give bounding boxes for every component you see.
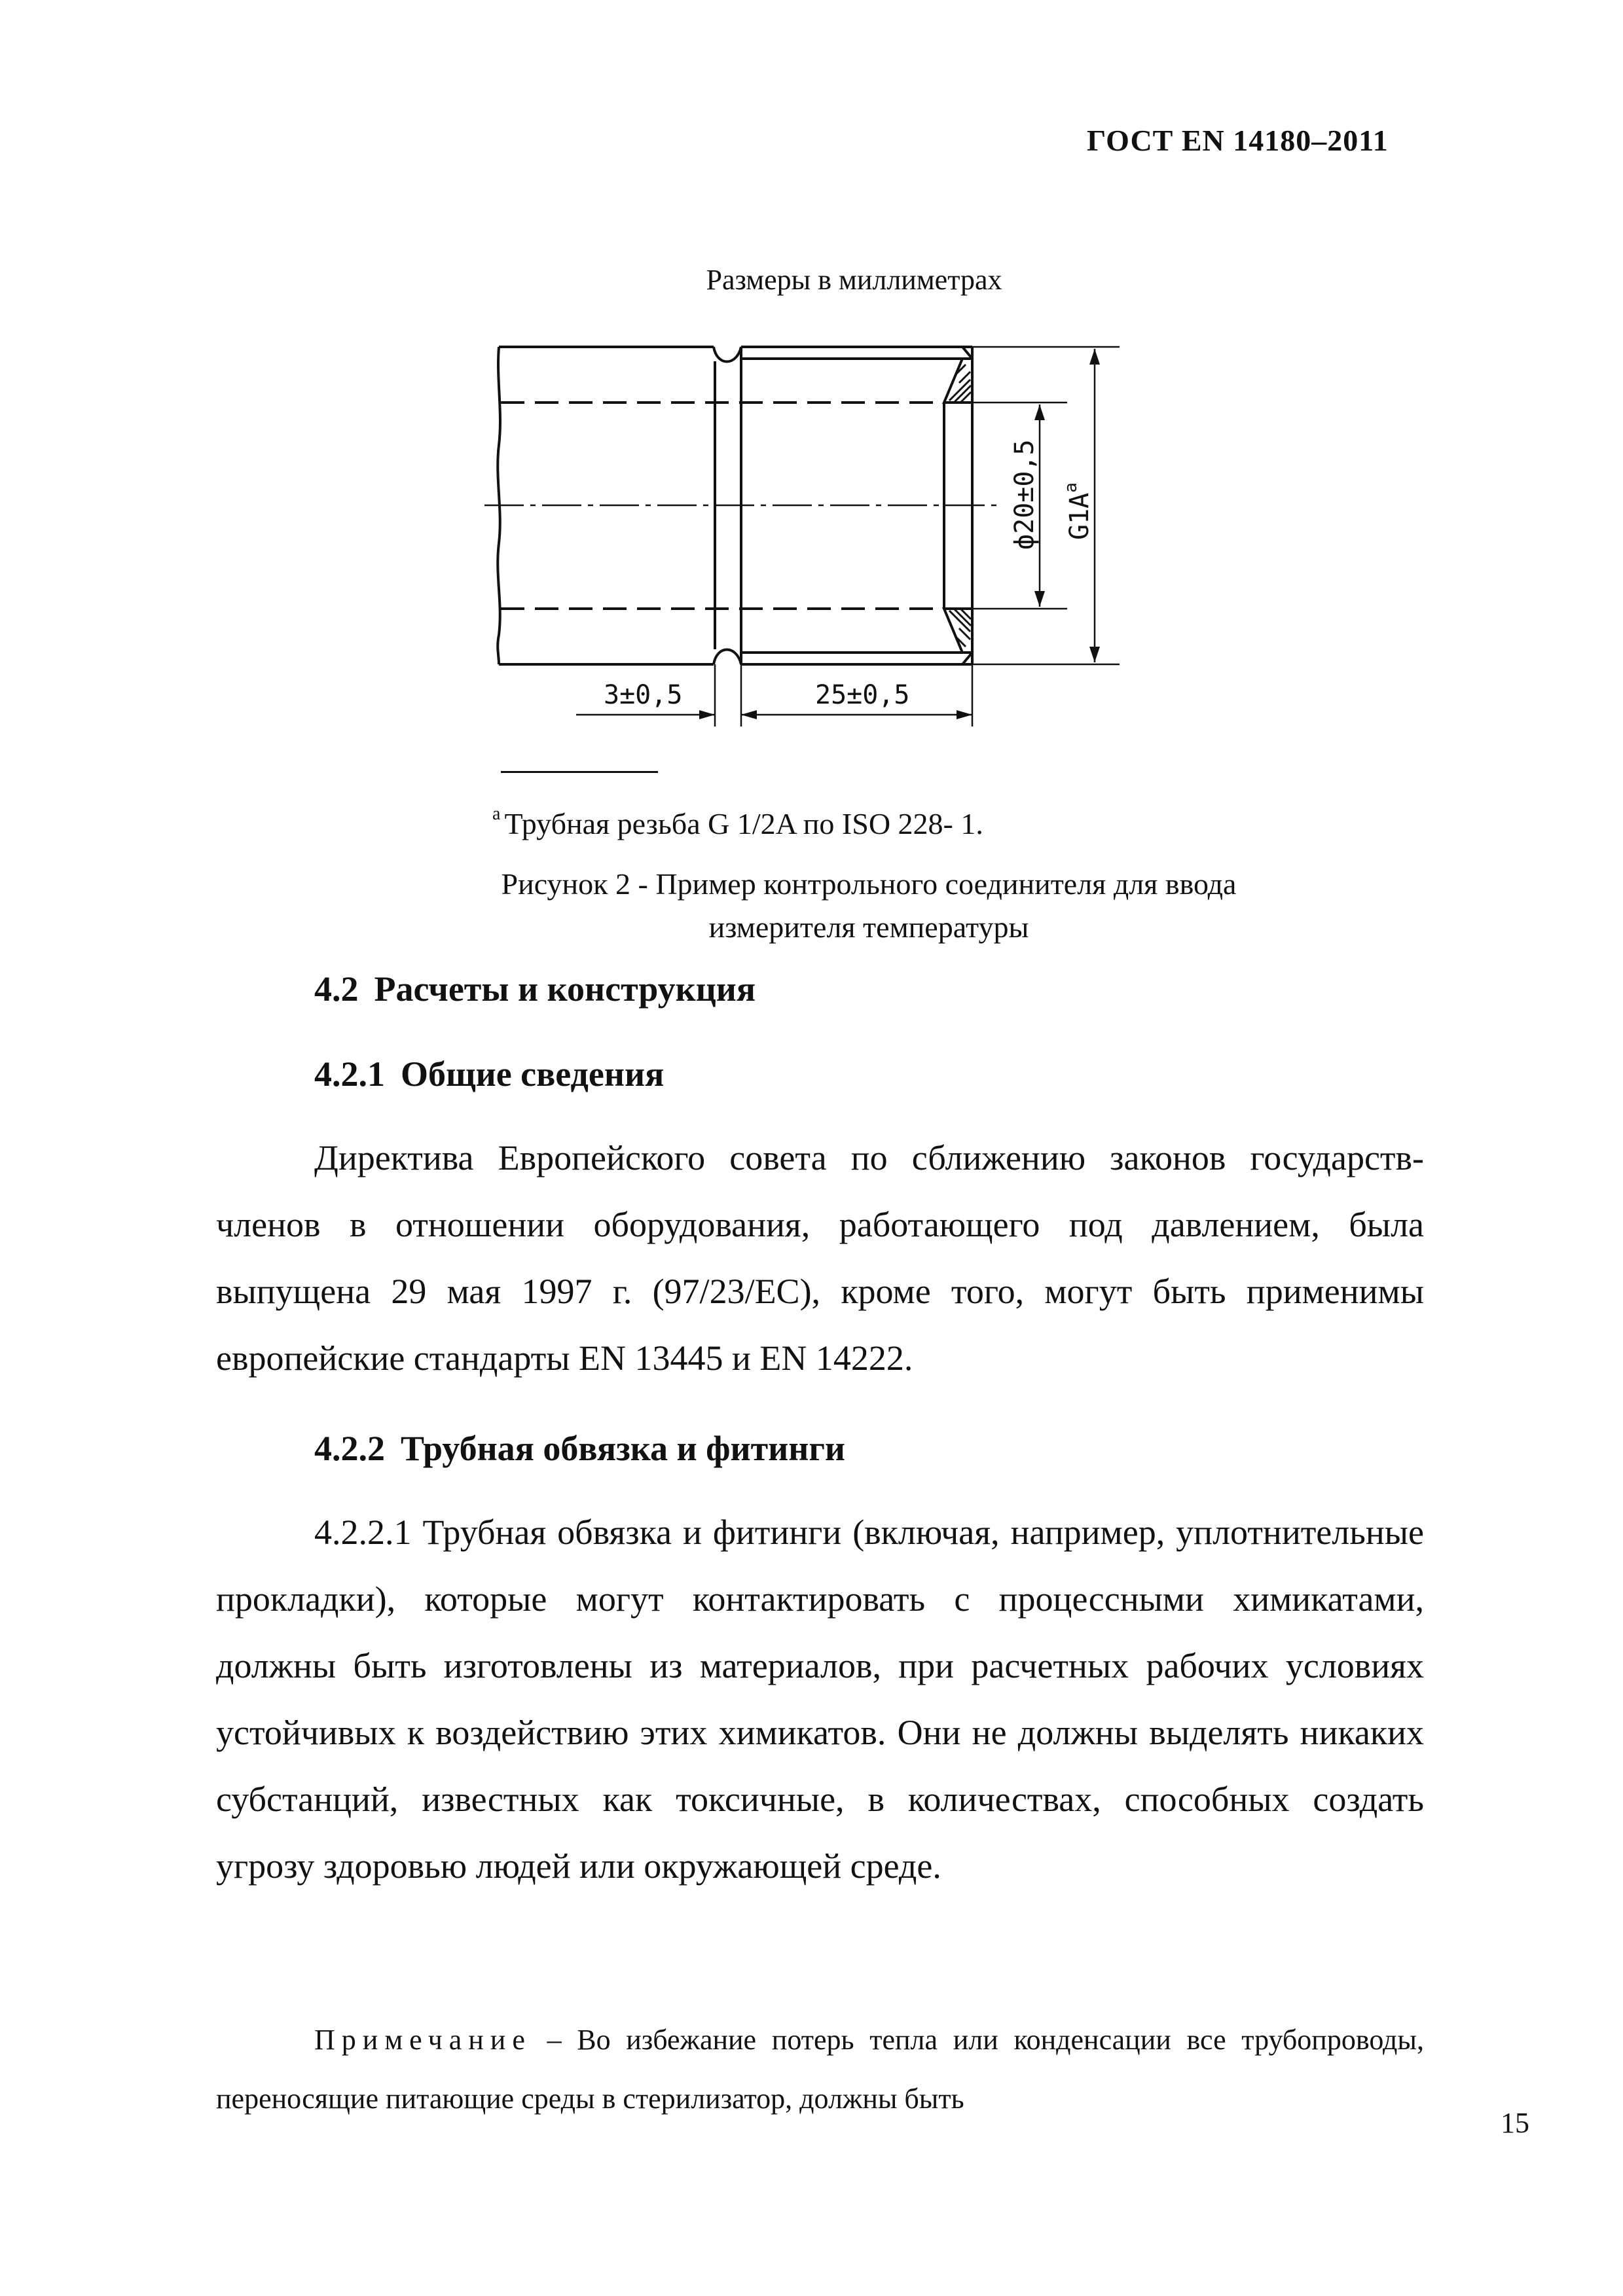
subsection-heading-general [314, 1054, 664, 1094]
chamfer-top [962, 347, 972, 359]
subsection-heading-piping [314, 1428, 845, 1469]
dim-right-label: 25±0,5 [815, 680, 910, 710]
dim-left-label: 3±0,5 [604, 680, 683, 710]
document-code: ГОСТ EN 14180–2011 [1087, 124, 1389, 157]
groove-bottom [714, 650, 741, 665]
paragraph-directive: Директива Европейского совета по сближению законов государств-членов в отношении оборудования, работающего под давлением, была выпущена 29 мая 1997 г. (97/23/ЕС), кроме того, могут быть применимы европейские стандарты EN 13445 и EN 14222. [216, 1138, 1424, 1378]
subsection-number: 4.2.1 [314, 1054, 385, 1094]
groove-top [714, 347, 741, 362]
footnote-text: Трубная резьба G 1/2A по ISO 228- 1. [504, 807, 983, 840]
note-text: – Во избежание потерь тепла или конденсации все трубопроводы, переносящие питающие среды в стерилизатор, должны быть [216, 2024, 1424, 2115]
subsection-title: Общие сведения [401, 1054, 665, 1094]
section-number: 4.2 [314, 969, 359, 1009]
subsection-number: 4.2.2 [314, 1429, 385, 1468]
figure-caption-line2: измерителя температуры [708, 910, 1029, 944]
dim-thread-label: $G1A^a$ [1061, 482, 1095, 540]
connector-drawing [458, 321, 1146, 766]
figure-footnote [492, 804, 983, 841]
subsection-title: Трубная обвязка и фитинги [401, 1429, 846, 1468]
section-heading [314, 969, 756, 1009]
dim-diameter-label: ф20±0,5 [1010, 439, 1040, 550]
page-number: 15 [1501, 2107, 1529, 2139]
note-label: Примечание [314, 2024, 532, 2056]
section-title: Расчеты и конструкция [374, 969, 756, 1009]
paragraph-piping: 4.2.2.1 Трубная обвязка и фитинги (включая, например, уплотнительные прокладки), которые могут контактировать с процессными химикатами, должны быть изготовлены из материалов, при расчетных рабочих условиях устойчивых к воздействию этих химикатов. Они не должны выделять никаких субстанций, известных как токсичные, в количествах, способных создать угрозу здоровью людей или окружающей среде. [216, 1513, 1424, 1886]
figure-caption [0, 863, 1623, 949]
figure-caption-line1: Рисунок 2 - Пример контрольного соединителя для ввода [501, 867, 1237, 901]
footnote-marker: a [492, 804, 501, 824]
note-paragraph [216, 2011, 1424, 2128]
dimensions-caption: Размеры в миллиметрах [706, 264, 1002, 296]
footnote-rule [501, 771, 658, 773]
chamfer-bottom [962, 653, 972, 664]
